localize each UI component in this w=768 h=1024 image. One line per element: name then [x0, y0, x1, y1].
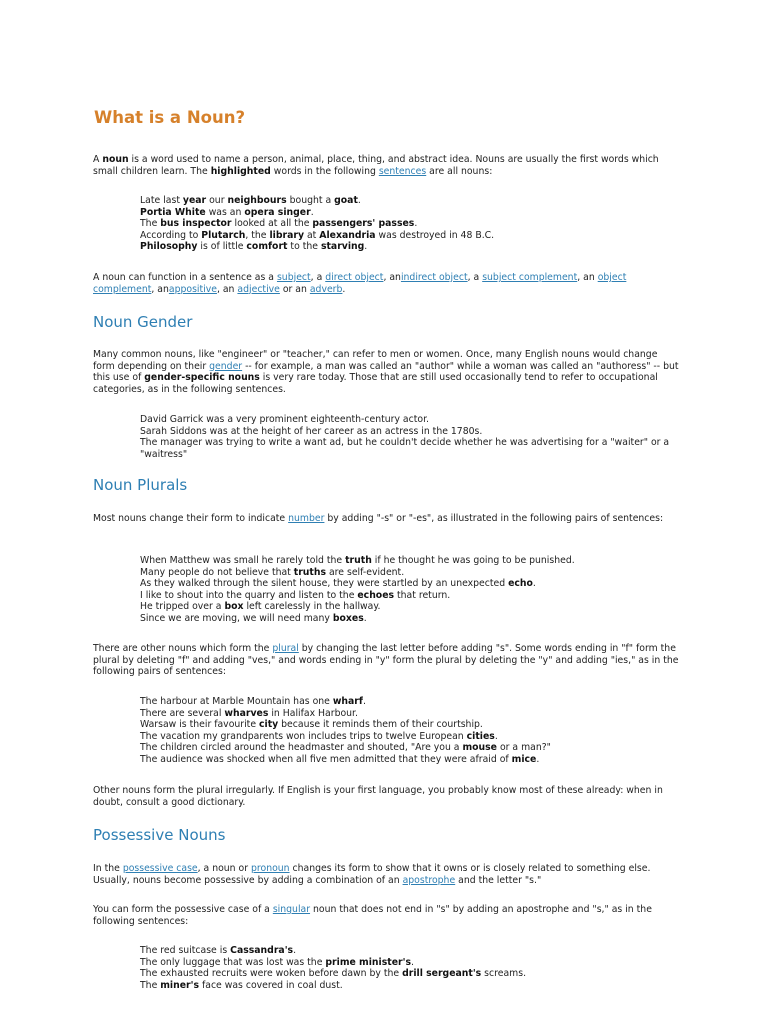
page-title: What is a Noun?: [94, 108, 246, 127]
example-line: David Garrick was a very prominent eighteenth-century actor.: [140, 414, 429, 425]
example-line: Portia White was an opera singer.: [140, 206, 314, 218]
subject-complement-link[interactable]: subject complement: [482, 272, 578, 283]
example-line: There are several wharves in Halifax Harbour.: [140, 707, 358, 719]
possessive-case-link[interactable]: possessive case: [122, 863, 198, 874]
possessive-paragraph: In the possessive case, a noun or pronoun changes its form to show that it owns or is closely related to something else. Usually, nouns become possessive by adding a combination of an apostrophe and the letter "s.": [93, 863, 651, 886]
example-line: The exhausted recruits were woken before dawn by the drill sergeant's screams.: [140, 968, 527, 980]
plurals-paragraph: Most nouns change their form to indicate number by adding "-s" or "-es", as illustrated in the following pairs of sentences:: [93, 513, 664, 524]
plural-examples: [140, 555, 680, 625]
object-complement-link[interactable]: object complement: [93, 272, 627, 295]
example-line: According to Plutarch, the library at Alexandria was destroyed in 48 B.C.: [140, 229, 495, 241]
singular-link[interactable]: singular: [272, 904, 311, 915]
example-line: Since we are moving, we will need many boxes.: [140, 612, 367, 624]
plural-rules-paragraph: There are other nouns which form the plural by changing the last letter before adding "s". Some words ending in "f" form the plural by deleting "f" and adding "ves," and words ending in "y" form the plural by deleting the "y" and adding "ies," as in the following pairs of sentences:: [93, 643, 679, 678]
example-line: The harbour at Marble Mountain has one wharf.: [140, 696, 366, 707]
pronoun-link[interactable]: pronoun: [251, 863, 290, 874]
example-line: Many people do not believe that truths are self-evident.: [140, 566, 405, 578]
example-line: He tripped over a box left carelessly in the hallway.: [140, 601, 381, 613]
example-line: The miner's face was covered in coal dust.: [140, 979, 343, 991]
example-line: As they walked through the silent house, they were startled by an unexpected echo.: [140, 578, 536, 590]
example-line: The manager was trying to write a want ad, but he couldn't decide whether he was advertising for a "waiter" or a "waitress": [140, 437, 670, 460]
possessive-nouns-heading: Possessive Nouns: [93, 826, 226, 844]
sentences-link[interactable]: sentences: [378, 165, 427, 177]
example-line: I like to shout into the quarry and listen to the echoes that return.: [140, 589, 451, 601]
irregular-plurals-paragraph: Other nouns form the plural irregularly. If English is your first language, you probably know most of these already: when in doubt, consult a good dictionary.: [93, 785, 663, 808]
gender-link[interactable]: gender: [209, 360, 243, 372]
adjective-link[interactable]: adjective: [237, 283, 280, 295]
example-line: The vacation my grandparents won includes trips to twelve European cities.: [140, 730, 498, 742]
noun-gender-heading: Noun Gender: [93, 313, 193, 331]
intro-paragraph: A noun is a word used to name a person, animal, place, thing, and abstract idea. Nouns are usually the first words which small children learn. The highlighted words in the following sentences are all nouns:: [93, 154, 659, 177]
subject-link[interactable]: subject: [276, 272, 311, 283]
example-line: When Matthew was small he rarely told the truth if he thought he was going to be punished.: [140, 555, 575, 566]
plural-link[interactable]: plural: [272, 643, 299, 654]
example-line: The bus inspector looked at all the passengers' passes.: [140, 218, 418, 230]
gender-examples: [140, 414, 680, 460]
function-paragraph: A noun can function in a sentence as a subject, a direct object, anindirect object, a subject complement, an object complement, anappositive, an adjective or an adverb.: [93, 272, 627, 295]
apostrophe-link[interactable]: apostrophe: [402, 874, 456, 886]
appositive-link[interactable]: appositive: [168, 283, 217, 295]
indirect-object-link[interactable]: indirect object: [400, 272, 468, 283]
plural-change-examples: [140, 696, 680, 766]
example-line: The red suitcase is Cassandra's.: [140, 945, 297, 956]
adverb-link[interactable]: adverb: [309, 283, 343, 295]
noun-plurals-heading: Noun Plurals: [93, 476, 188, 494]
example-line: Late last year our neighbours bought a goat.: [140, 195, 361, 206]
example-line: Sarah Siddons was at the height of her career as an actress in the 1780s.: [140, 425, 483, 437]
number-link[interactable]: number: [288, 513, 325, 524]
singular-possessive-paragraph: You can form the possessive case of a singular noun that does not end in "s" by adding an apostrophe and "s," as in the following sentences:: [93, 904, 652, 927]
noun-examples: [140, 195, 680, 253]
example-line: The children circled around the headmaster and shouted, "Are you a mouse or a man?": [140, 742, 551, 754]
example-line: The audience was shocked when all five men admitted that they were afraid of mice.: [140, 753, 540, 765]
possessive-examples: [140, 945, 680, 991]
example-line: Philosophy is of little comfort to the starving.: [140, 241, 368, 253]
direct-object-link[interactable]: direct object: [325, 272, 384, 283]
example-line: The only luggage that was lost was the prime minister's.: [140, 956, 414, 968]
gender-paragraph: Many common nouns, like "engineer" or "teacher," can refer to men or women. Once, many English nouns would change form depending on their gender -- for example, a man was called an "author" while a woman was called an "authoress" -- but this use of gender-specific nouns is very rare today. Those that are still used occasionally tend to refer to occupational categories, as in the following sentences.: [93, 349, 679, 395]
example-line: Warsaw is their favourite city because it reminds them of their courtship.: [140, 719, 483, 731]
